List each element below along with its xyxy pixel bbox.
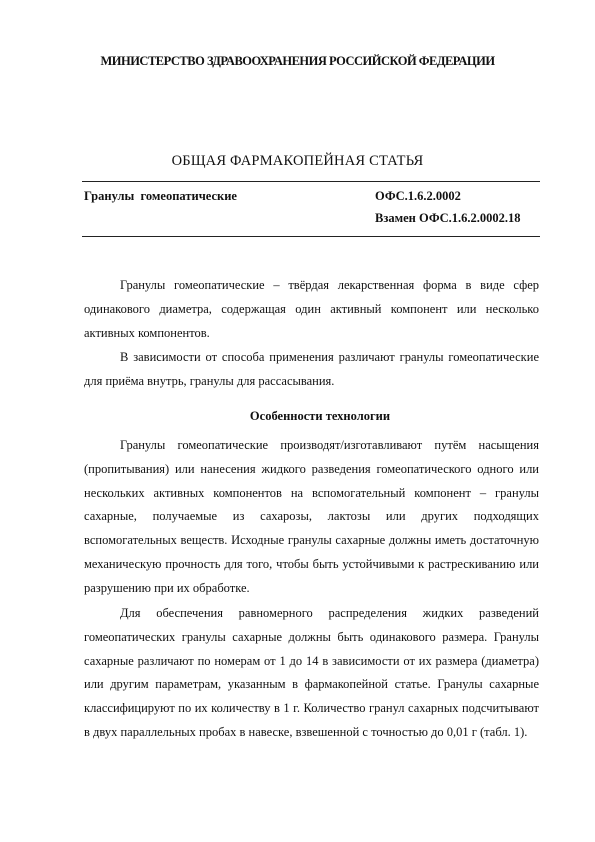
ministry-header: МИНИСТЕРСТВО ЗДРАВООХРАНЕНИЯ РОССИЙСКОЙ ФЕДЕРАЦИИ — [100, 54, 495, 68]
article-code: ОФС.1.6.2.0002 — [375, 189, 461, 203]
paragraph-text: Для обеспечения равномерного распределения жидких разведений гомеопатических гранулы сахарные должны быть одинакового размера. Гранулы сахарные различают по номерам от 1 до 14 в зависимости от их размера (диаметра) или другим параметрам, указанным в фармакопейной статье. Гранулы сахарные классифицируют по их количеству в 1 г. Количество гранул сахарных подсчитывают в двух параллельных пробах в навеске, взвешенной с точностью до 0,01 г (табл. 1). — [84, 606, 539, 739]
paragraph-text: Гранулы гомеопатические – твёрдая лекарственная форма в виде сфер одинакового диаметра, содержащая один активный компонент или несколько активных компонентов. — [84, 278, 539, 340]
bottom-divider — [82, 236, 540, 237]
paragraph-production — [84, 434, 539, 601]
section-heading: Особенности технологии — [249, 409, 391, 423]
paragraph-sizing — [84, 602, 539, 745]
paragraph-classification — [84, 346, 539, 394]
paragraph-text: Гранулы гомеопатические производят/изготавливают путём насыщения (пропитывания) или нанесения жидкого разведения гомеопатического одного или нескольких активных компонентов на вспомогательный компонент – гранулы сахарные, получаемые из сахарозы, лактозы или других подходящих вспомогательных веществ. Исходные гранулы сахарные должны иметь достаточную механическую прочность для того, чтобы быть устойчивыми к растрескиванию или разрушению при их обработке. — [84, 438, 539, 595]
paragraph-text: В зависимости от способа применения различают гранулы гомеопатические для приёма внутрь, гранулы для рассасывания. — [84, 350, 539, 388]
article-name: Гранулы гомеопатические — [84, 189, 237, 203]
document-type-title: ОБЩАЯ ФАРМАКОПЕЙНАЯ СТАТЬЯ — [171, 153, 424, 169]
top-divider — [82, 181, 540, 182]
article-replaces: Взамен ОФС.1.6.2.0002.18 — [375, 211, 521, 225]
paragraph-definition — [84, 274, 539, 345]
